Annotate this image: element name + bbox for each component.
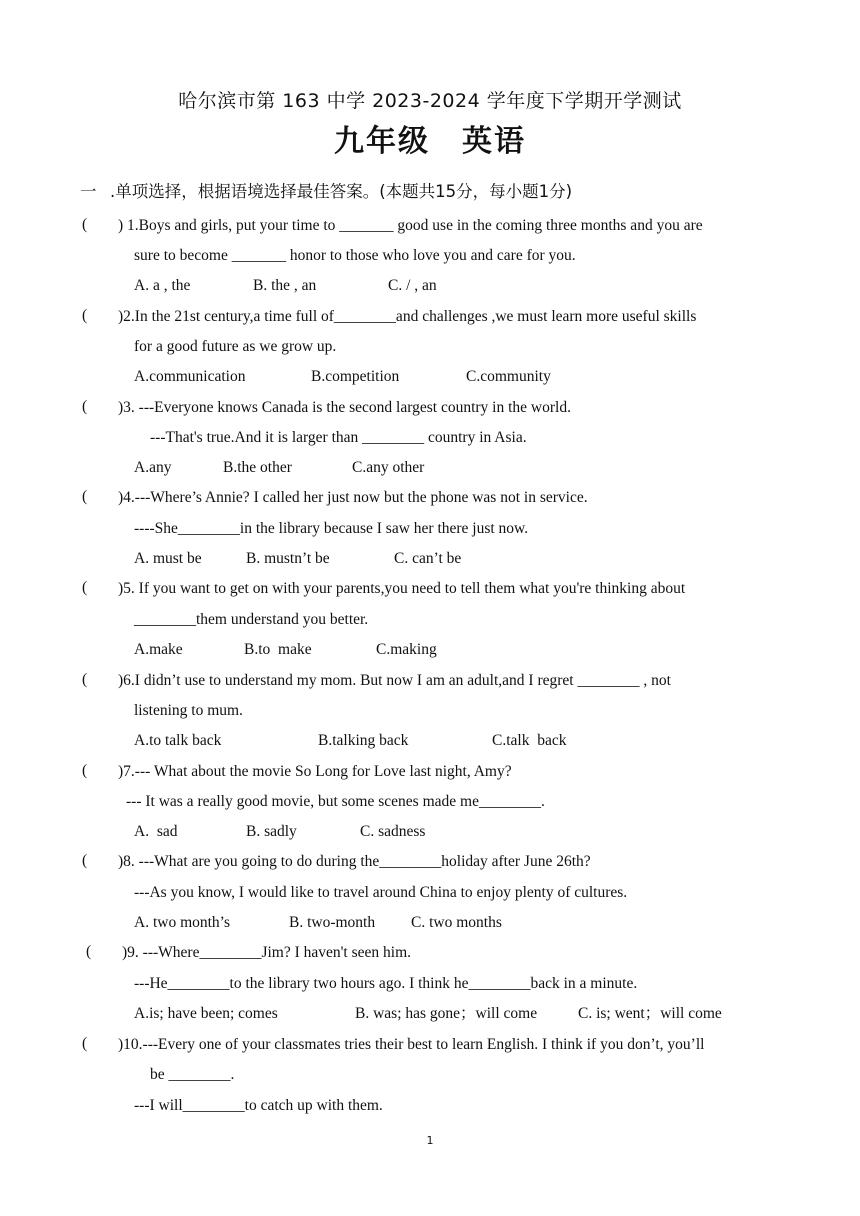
question-3-option-b: B.the other [223, 459, 292, 476]
question-5-option-c: C.making [376, 641, 437, 658]
question-2-option-c: C.community [466, 368, 551, 385]
question-4-line-1: )4.---Where’s Annie? I called her just now but the phone was not in service. [118, 489, 588, 506]
question-7-option-b: B. sadly [246, 823, 297, 840]
question-3-option-a: A.any [134, 459, 172, 476]
answer-blank-9[interactable]: ( [86, 943, 92, 960]
question-1-line-1: ) 1.Boys and girls, put your time to _______ good use in the coming three months and you are [118, 217, 703, 234]
question-7-line-1: )7.--- What about the movie So Long for Love last night, Amy? [118, 763, 512, 780]
question-8-option-c: C. two months [411, 914, 502, 931]
question-4-option-c: C. can’t be [394, 550, 462, 567]
question-3-line-2: ---That's true.And it is larger than ________ country in Asia. [150, 429, 527, 446]
question-9-line-2: ---He________to the library two hours ago. I think he________back in a minute. [134, 975, 638, 992]
question-5-line-2: ________them understand you better. [134, 611, 369, 628]
question-3-option-c: C.any other [352, 459, 425, 476]
question-10-line-3: ---I will________to catch up with them. [134, 1097, 383, 1114]
question-2-option-a: A.communication [134, 368, 246, 385]
school-title: 哈尔滨市第 163 中学 2023-2024 学年度下学期开学测试 [178, 90, 682, 112]
question-2-option-b: B.competition [311, 368, 400, 385]
answer-blank-10[interactable]: ( [82, 1035, 88, 1052]
question-8-option-a: A. two month’s [134, 914, 231, 931]
question-6-line-1: )6.I didn’t use to understand my mom. But now I am an adult,and I regret ________ , not [118, 672, 671, 689]
answer-blank-8[interactable]: ( [82, 852, 88, 869]
question-3-line-1: )3. ---Everyone knows Canada is the second largest country in the world. [118, 399, 571, 416]
question-8-option-b: B. two-month [289, 914, 376, 931]
section-heading [80, 178, 572, 202]
question-9-option-a: A.is; have been; comes [134, 1005, 278, 1022]
answer-blank-1[interactable]: ( [82, 216, 88, 233]
question-4-option-a: A. must be [134, 550, 202, 567]
question-5-option-b: B.to make [244, 641, 312, 658]
question-7-line-2: --- It was a really good movie, but some scenes made me________. [126, 793, 545, 810]
grade-title: 九年级 英语 [334, 124, 526, 159]
question-2-line-1: )2.In the 21st century,a time full of________and challenges ,we must learn more useful skills [118, 308, 697, 325]
answer-blank-5[interactable]: ( [82, 579, 88, 596]
section-number: 一 [80, 182, 97, 201]
question-5-line-1: )5. If you want to get on with your parents,you need to tell them what you're thinking about [118, 580, 686, 597]
answer-blank-7[interactable]: ( [82, 762, 88, 779]
question-1-option-c: C. / , an [388, 277, 437, 294]
question-4-option-b: B. mustn’t be [246, 550, 330, 567]
question-7-option-c: C. sadness [360, 823, 426, 840]
page-number: 1 [426, 1134, 434, 1147]
question-6-option-a: A.to talk back [134, 732, 222, 749]
answer-blank-6[interactable]: ( [82, 671, 88, 688]
question-6-line-2: listening to mum. [134, 702, 243, 719]
question-9-line-1: )9. ---Where________Jim? I haven't seen him. [122, 944, 412, 961]
question-6-option-b: B.talking back [318, 732, 409, 749]
question-10-line-1: )10.---Every one of your classmates tries their best to learn English. I think if you don’t, you’ll [118, 1036, 705, 1053]
question-6-option-c: C.talk back [492, 732, 567, 749]
question-4-line-2: ----She________in the library because I saw her there just now. [134, 520, 529, 537]
section-heading-text: .单项选择，根据语境选择最佳答案。(本题共15分，每小题1分) [110, 182, 573, 201]
answer-blank-4[interactable]: ( [82, 488, 88, 505]
answer-blank-2[interactable]: ( [82, 307, 88, 324]
question-7-option-a: A. sad [134, 823, 178, 840]
question-8-line-1: )8. ---What are you going to do during the________holiday after June 26th? [118, 853, 591, 870]
question-1-option-a: A. a , the [134, 277, 191, 294]
question-10-line-2: be ________. [150, 1066, 235, 1083]
question-9-option-b: B. was; has gone；will come [355, 1005, 538, 1022]
question-2-line-2: for a good future as we grow up. [134, 338, 337, 355]
question-8-line-2: ---As you know, I would like to travel around China to enjoy plenty of cultures. [134, 884, 628, 901]
question-5-option-a: A.make [134, 641, 183, 658]
question-9-option-c: C. is; went；will come [578, 1005, 722, 1022]
question-1-option-b: B. the , an [253, 277, 317, 294]
question-1-line-2: sure to become _______ honor to those who love you and care for you. [134, 247, 576, 264]
answer-blank-3[interactable]: ( [82, 398, 88, 415]
